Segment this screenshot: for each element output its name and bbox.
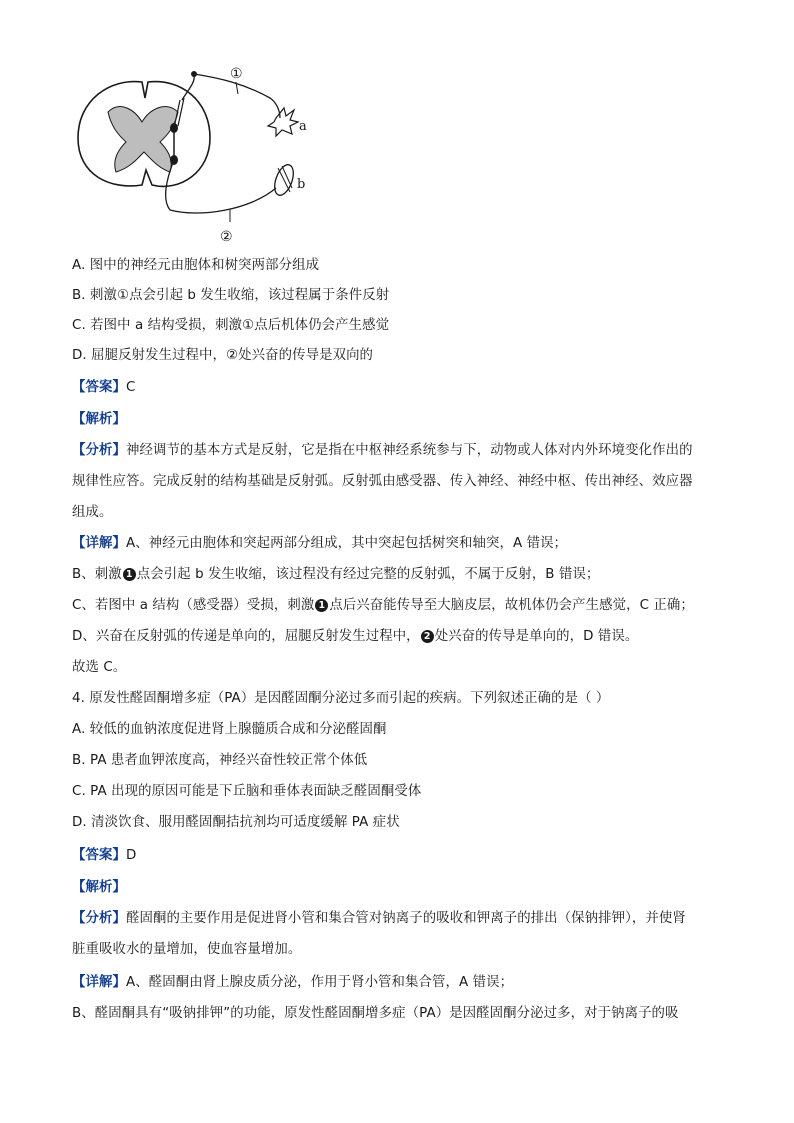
fenxi-text: 醛固酮的主要作用是促进肾小管和集合管对钠离子的吸收和钾离子的排出（保钠排钾），并使肾	[125, 911, 686, 926]
xiangjie-b-post: 点会引起 b 发生收缩，该过程没有经过完整的反射弧，不属于反射，B 错误；	[136, 567, 600, 582]
q3-xiangjie-d	[72, 627, 638, 647]
spinal-cord-diagram	[70, 60, 310, 250]
q3-answer	[72, 378, 135, 398]
xiangjie-d-pre: D、兴奋在反射弧的传递是单向的，屈腿反射发生过程中，	[72, 629, 420, 644]
q4-option-a: A. 较低的血钠浓度促进肾上腺髓质合成和分泌醛固酮	[72, 722, 387, 737]
xiangjie-c-pre: C、若图中 a 结构（感受器）受损，刺激	[72, 598, 315, 613]
circled-number: ②	[226, 348, 239, 363]
q3-option-b	[72, 286, 389, 306]
analysis-tag: 【解析】	[72, 412, 126, 427]
receptor-a	[268, 108, 298, 136]
q3-conclusion: 故选 C。	[72, 660, 127, 675]
q3-option-c	[72, 316, 389, 336]
q3-option-d-pre: D. 屈腿反射发生过程中，	[72, 348, 227, 363]
q3-xiangjie-b	[72, 565, 599, 585]
q3-analysis-heading	[72, 410, 126, 430]
xiangjie-b-pre: B、刺激	[72, 567, 122, 582]
q3-xiangjie-c	[72, 596, 694, 616]
q3-fenxi-line-2: 规律性应答。完成反射的结构基础是反射弧。反射弧由感受器、传入神经、神经中枢、传出神经、效应器	[72, 474, 693, 489]
label-b: b	[297, 177, 306, 192]
xiangjie-d-post: 处兴奋的传导是单向的，D 错误。	[434, 629, 639, 644]
xiangjie-tag: 【详解】	[72, 975, 126, 990]
q3-option-c-post: 点后机体仍会产生感觉	[254, 318, 390, 333]
q3-option-b-post: 点会引起 b 发生收缩，该过程属于条件反射	[129, 288, 390, 303]
circled-number: 1	[123, 568, 136, 581]
fenxi-text: 神经调节的基本方式是反射，它是指在中枢神经系统参与下，动物或人体对内外环境变化作出的	[125, 443, 693, 458]
xiangjie-a-text: A、醛固酮由肾上腺皮质分泌，作用于肾小管和集合管，A 错误；	[125, 975, 514, 990]
xiangjie-a-text: A、神经元由胞体和突起两部分组成，其中突起包括树突和轴突，A 错误；	[125, 536, 568, 551]
q4-stem: 4. 原发性醛固酮增多症（PA）是因醛固酮分泌过多而引起的疾病。下列叙述正确的是（ ）	[72, 691, 610, 706]
q4-option-d: D. 清淡饮食、服用醛固酮拮抗剂均可适度缓解 PA 症状	[72, 815, 400, 830]
q4-fenxi-line-2: 脏重吸收水的量增加，使血容量增加。	[72, 942, 302, 957]
q4-fenxi-line-1	[72, 909, 686, 929]
label-1: ①	[230, 66, 243, 82]
label-2: ②	[220, 229, 233, 245]
circled-number: ①	[242, 318, 255, 333]
answer-tag: 【答案】	[72, 848, 126, 863]
q4-option-b: B. PA 患者血钾浓度高，神经兴奋性较正常个体低	[72, 753, 368, 768]
q3-option-b-pre: B. 刺激	[72, 288, 117, 303]
fenxi-tag: 【分析】	[72, 911, 126, 926]
q3-option-d-post: 处兴奋的传导是双向的	[238, 348, 374, 363]
q4-option-c: C. PA 出现的原因可能是下丘脑和垂体表面缺乏醛固酮受体	[72, 784, 422, 799]
circled-number: ①	[116, 288, 130, 303]
gray-matter	[108, 107, 178, 172]
answer-value: D	[125, 848, 137, 863]
circled-number: 2	[421, 630, 434, 643]
analysis-tag: 【解析】	[72, 880, 126, 895]
q4-xiangjie-a	[72, 973, 513, 993]
q3-option-c-pre: C. 若图中 a 结构受损，刺激	[72, 318, 243, 333]
label-a: a	[299, 119, 307, 134]
xiangjie-c-post: 点后兴奋能传导至大脑皮层，故机体仍会产生感觉，C 正确；	[329, 598, 694, 613]
fenxi-tag: 【分析】	[72, 443, 126, 458]
xiangjie-tag: 【详解】	[72, 536, 126, 551]
reflex-arc-figure	[70, 60, 310, 250]
efferent-nerve	[166, 160, 276, 213]
q3-option-d	[72, 346, 373, 366]
q3-xiangjie-a	[72, 534, 567, 554]
answer-tag: 【答案】	[72, 380, 126, 395]
q3-fenxi-line-1	[72, 441, 693, 461]
q3-option-a: A. 图中的神经元由胞体和树突两部分组成	[72, 258, 320, 273]
answer-value: C	[125, 380, 136, 395]
q4-xiangjie-b: B、醛固酮具有“吸钠排钾”的功能，原发性醛固酮增多症（PA）是因醛固酮分泌过多，对于钠离子的吸	[72, 1006, 679, 1021]
q4-analysis-heading	[72, 878, 126, 898]
q4-answer	[72, 846, 136, 866]
circled-number: 1	[315, 599, 328, 612]
q3-fenxi-line-3: 组成。	[72, 505, 113, 520]
